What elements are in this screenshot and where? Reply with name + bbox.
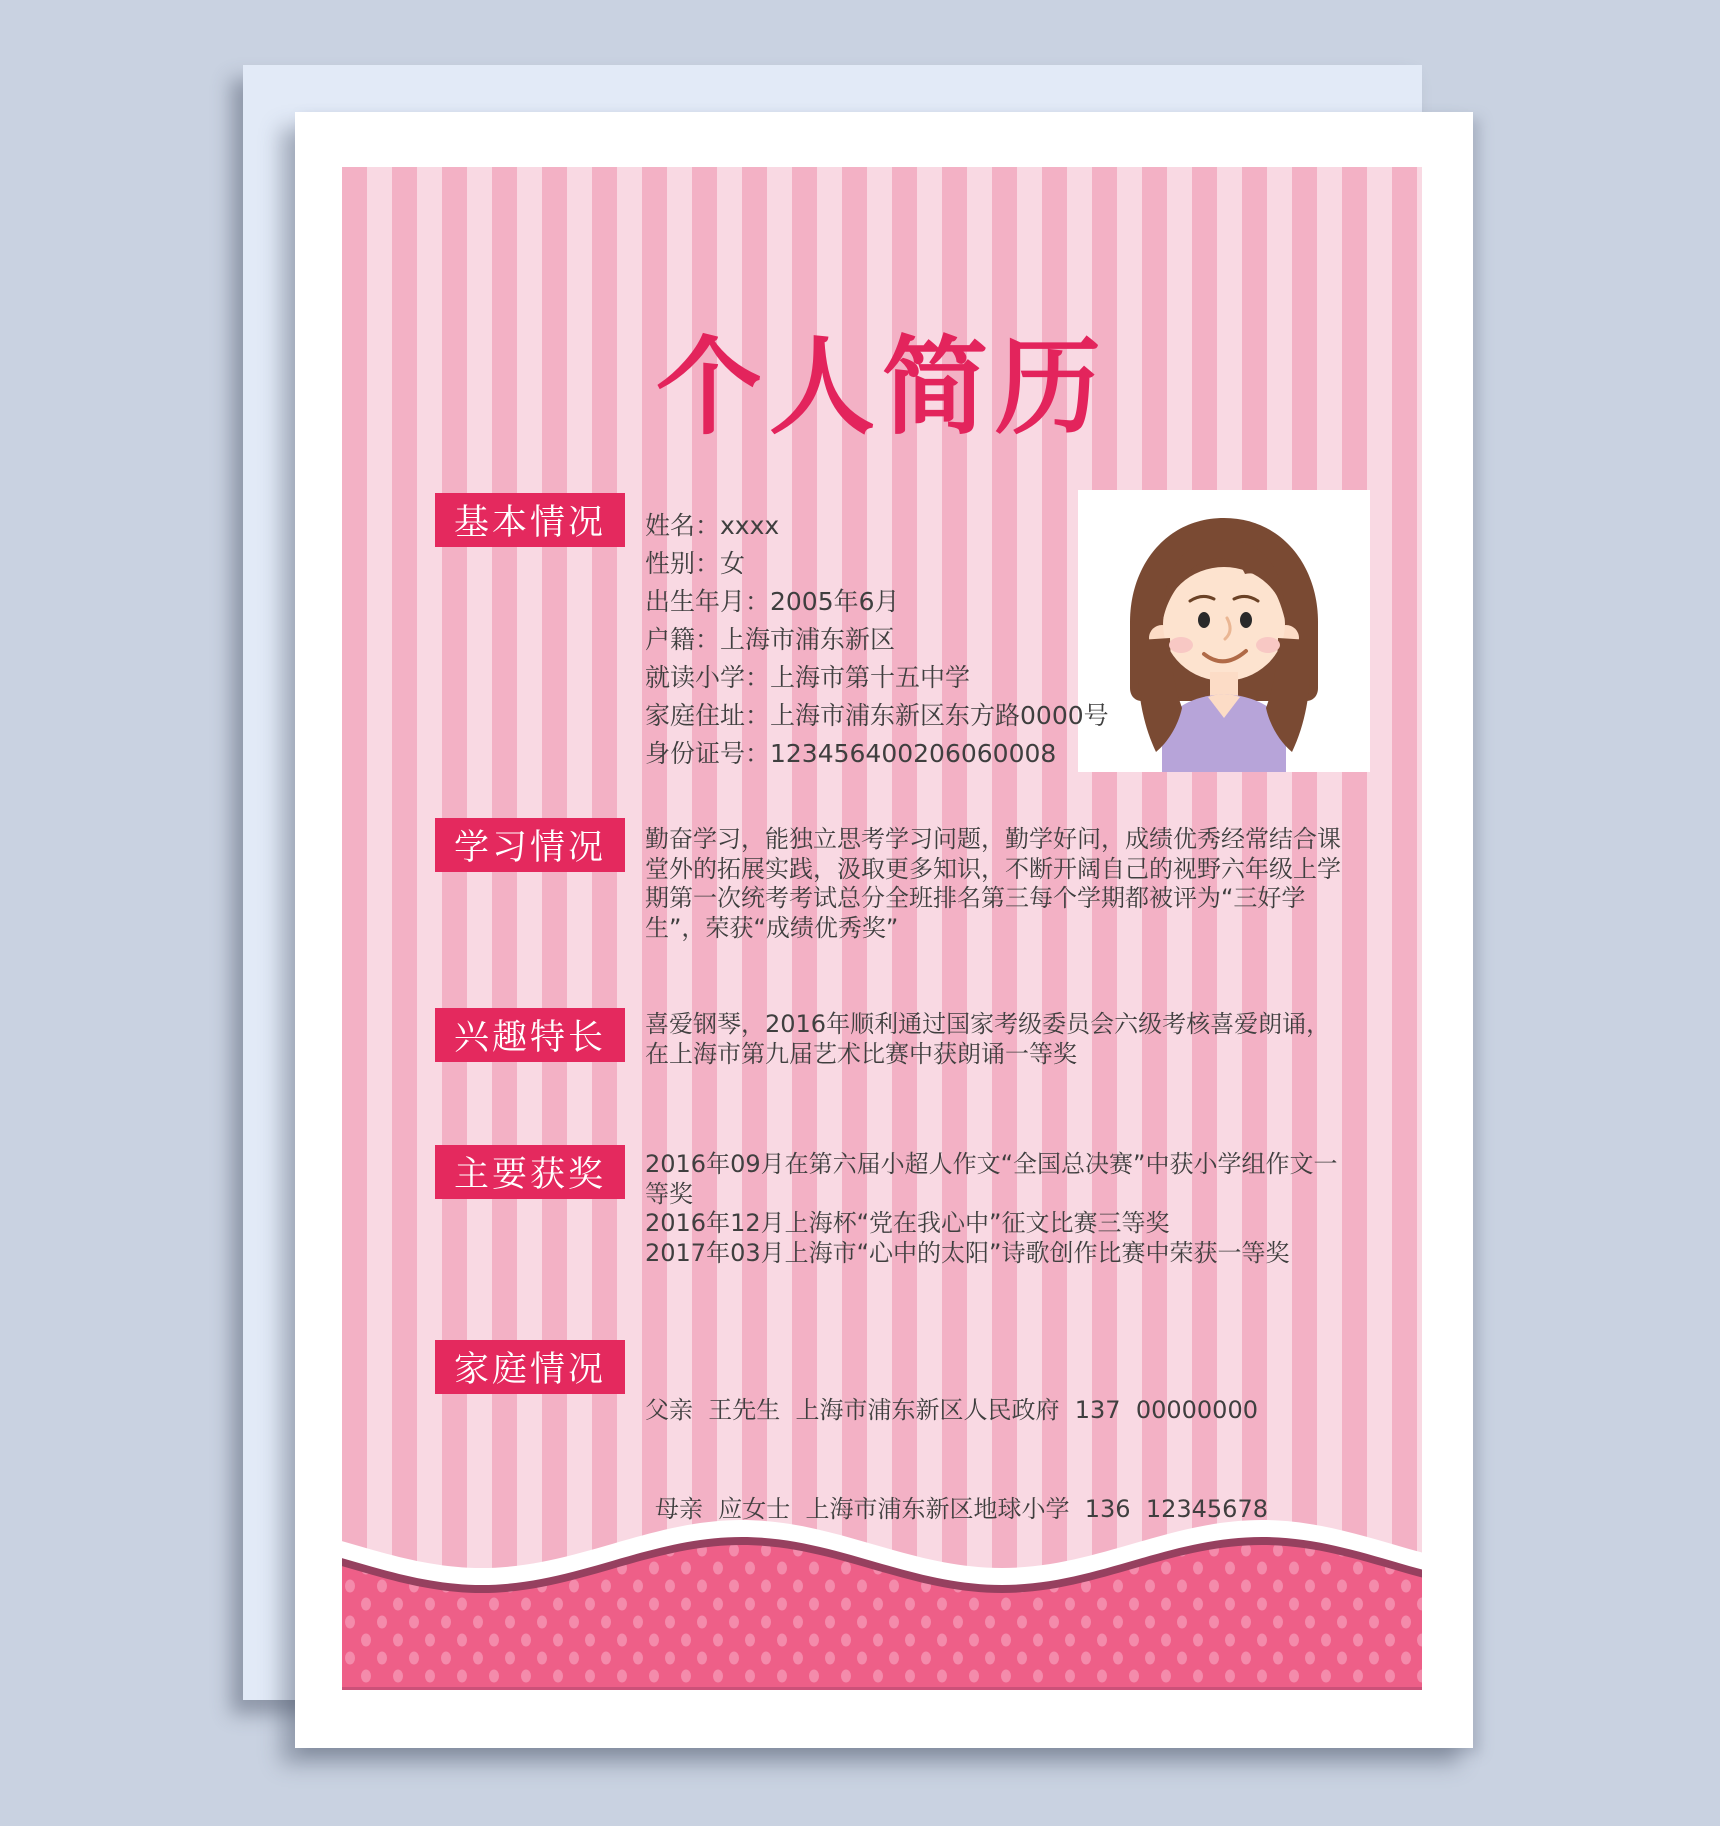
section-label: 兴趣特长 (453, 1018, 606, 1058)
field-line: 性别：女 (645, 549, 746, 578)
section-header-family (435, 1340, 625, 1394)
page-title: 个人简历 (656, 326, 1108, 449)
section-label: 基本情况 (453, 503, 606, 543)
hobby-paragraph: 喜爱钢琴，2016年顺利通过国家考级委员会六级考核喜爱朗诵，在上海市第九届艺术比赛中获朗诵一等奖 (645, 1010, 1331, 1068)
field-line: 户籍：上海市浦东新区 (645, 625, 896, 654)
family-line: 父亲 王先生 上海市浦东新区人民政府 137 00000000 (645, 1396, 1258, 1424)
study-paragraph: 勤奋学习，能独立思考学习问题，勤学好问，成绩优秀经常结合课堂外的拓展实践，汲取更多知识，不断开阔自己的视野六年级上学期第一次统考考试总分全班排名第三每个学期都被评为“三好学生”，荣获“成绩优秀奖” (645, 825, 1341, 942)
field-line: 姓名：xxxx (645, 511, 780, 540)
section-header-awards (435, 1145, 625, 1199)
award-line: 2016年09月在第六届小超人作文“全国总决赛”中获小学组作文一等奖 (645, 1150, 1338, 1208)
field-line: 身份证号：123456400206060008 (645, 739, 1057, 768)
award-line: 2017年03月上海市“心中的太阳”诗歌创作比赛中荣获一等奖 (645, 1238, 1290, 1267)
family-line: 母亲 应女士 上海市浦东新区地球小学 136 12345678 (655, 1495, 1268, 1523)
section-label: 学习情况 (453, 828, 606, 868)
section-header-hobby (435, 1008, 625, 1062)
section-header-study (435, 818, 625, 872)
bottom-wave-decoration (342, 1505, 1422, 1690)
award-line: 2016年12月上海杯“党在我心中”征文比赛三等奖 (645, 1209, 1170, 1237)
section-header-basic-info (435, 493, 625, 547)
resume-page (295, 112, 1473, 1748)
field-line: 出生年月：2005年6月 (645, 587, 900, 616)
field-line: 就读小学：上海市第十五中学 (645, 663, 971, 692)
award-lines (645, 1150, 1341, 1268)
section-label: 家庭情况 (453, 1350, 606, 1390)
field-line: 家庭住址：上海市浦东新区东方路0000号 (645, 701, 1109, 730)
basic-info-fields (645, 507, 1341, 773)
striped-panel (342, 167, 1422, 1690)
section-label: 主要获奖 (453, 1155, 606, 1195)
